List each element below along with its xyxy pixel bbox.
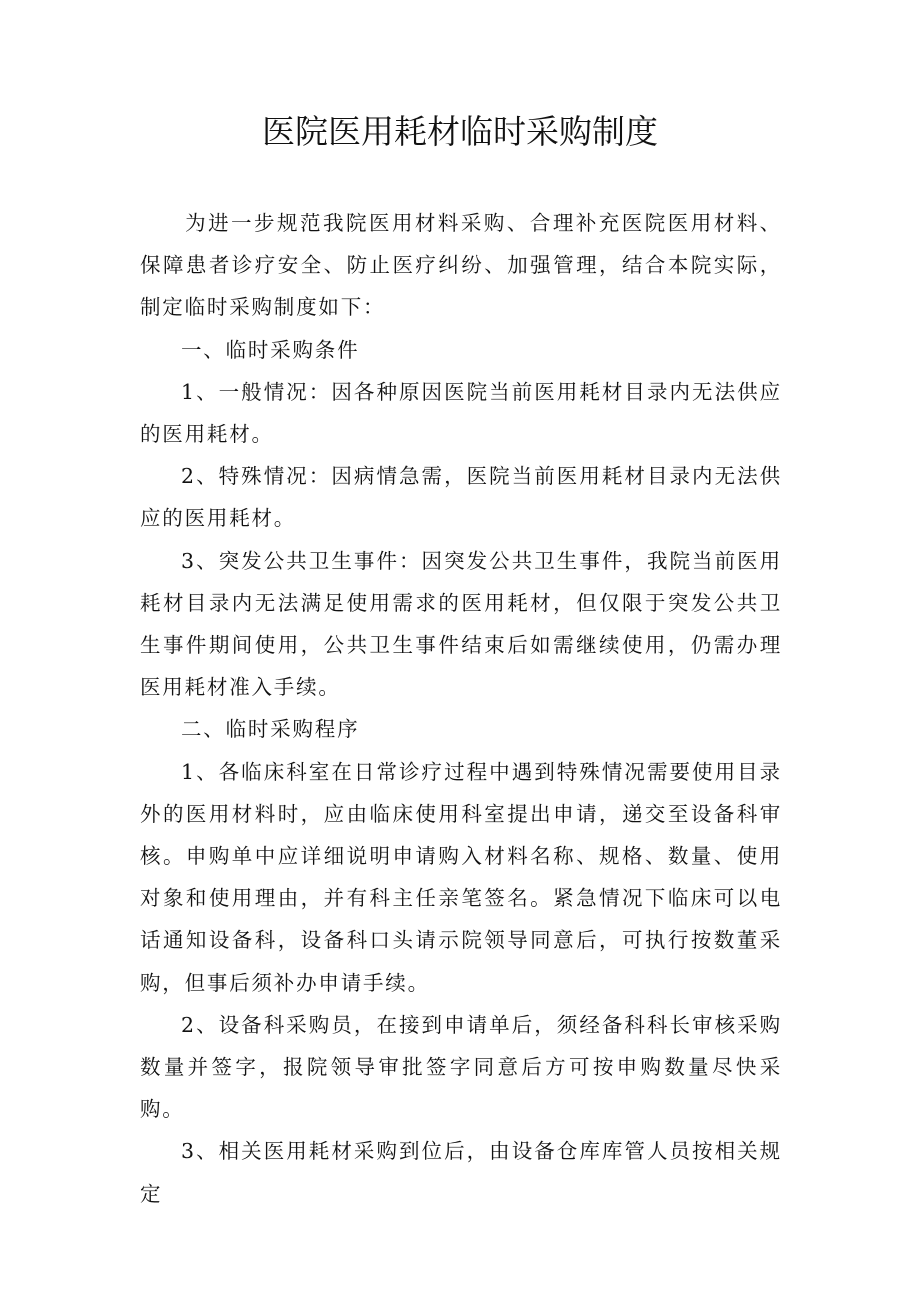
- procedure-item-3: 3、相关医用耗材采购到位后，由设备仓库库管人员按相关规定: [140, 1139, 782, 1206]
- document-body: [140, 202, 782, 1215]
- document-title: 医院医用耗材临时采购制度: [262, 112, 658, 151]
- condition-item-2: 2、特殊情况：因病情急需，医院当前医用耗材目录内无法供应的医用耗材。: [140, 464, 782, 531]
- intro-paragraph: 为进一步规范我院医用材料采购、合理补充医院医用材料、保障患者诊疗安全、防止医疗纠纷、加强管理，结合本院实际，制定临时采购制度如下：: [140, 211, 782, 320]
- section-heading-conditions: 一、临时采购条件: [181, 337, 360, 362]
- procedure-item-1: 1、各临床科室在日常诊疗过程中遇到特殊情况需要使用目录外的医用材料时，应由临床使用科室提出申请，递交至设备科审核。申购单中应详细说明申请购入材料名称、规格、数量、使用对象和使用理由，并有科主任亲笔签名。紧急情况下临床可以电话通知设备科，设备科口头请示院领导同意后，可执行按数董采购，但事后须补办申请手续。: [140, 759, 782, 995]
- condition-item-3: 3、突发公共卫生事件：因突发公共卫生事件，我院当前医用耗材目录内无法满足使用需求的医用耗材，但仅限于突发公共卫生事件期间使用，公共卫生事件结束后如需继续使用，仍需办理医用耗材准入手续。: [140, 548, 782, 700]
- condition-item-1: 1、一般情况：因各种原因医院当前医用耗材目录内无法供应的医用耗材。: [140, 379, 782, 447]
- section-heading-procedure: 二、临时采购程序: [181, 717, 360, 742]
- procedure-item-2: 2、设备科采购员，在接到申请单后，须经备科科长审核采购数量并签字，报院领导审批签字同意后方可按申购数量尽快采购。: [140, 1012, 782, 1122]
